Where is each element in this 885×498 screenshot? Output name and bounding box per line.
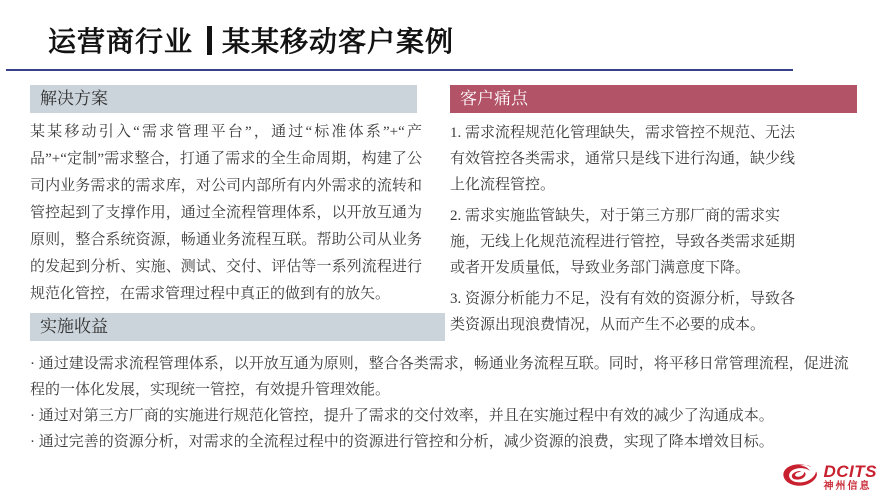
dcits-logo-text: [824, 463, 878, 492]
title-divider-bar: [207, 26, 212, 55]
dcits-logo: [780, 462, 878, 492]
page-title-right: 某某移动客户案例: [222, 25, 455, 58]
benefits-list: [30, 351, 863, 455]
pain-points-section-header: 客户痛点: [450, 85, 857, 113]
pain-point-item: 2. 需求实施监管缺失，对于第三方那厂商的需求实施，无线上化规范流程进行管控，导致各类需求延期或者开发质量低，导致业务部门满意度下降。: [450, 208, 796, 276]
page-title-left: 运营商行业: [48, 25, 194, 58]
benefit-item: · 通过对第三方厂商的实施进行规范化管控，提升了需求的交付效率，并且在实施过程中有效的减少了沟通成本。: [30, 408, 774, 424]
pain-point-item: 1. 需求流程规范化管理缺失，需求管控不规范、无法有效管控各类需求，通常只是线下进行沟通，缺少线上化流程管控。: [450, 125, 796, 193]
dcits-logo-subtitle: 神州信息: [823, 480, 872, 492]
title-underline: [6, 69, 793, 71]
dcits-logo-name: DCITS: [823, 461, 877, 481]
dcits-swoosh-icon: [780, 462, 820, 492]
pain-points-list: [450, 120, 808, 343]
solution-body-text: 某某移动引入“需求管理平台”，通过“标准体系”+“产品”+“定制”需求整合，打通了需求的全生命周期，构建了公司内业务需求的需求库，对公司内部所有内外需求的流转和管控起到了支撑作用，通过全流程管理体系，以开放互通为原则，整合系统资源，畅通业务流程互联。帮助公司从业务的发起到分析、实施、测试、交付、评估等一系列流程进行规范化管控，在需求管理过程中真正的做到有的放矢。: [30, 124, 422, 302]
benefit-item: · 通过建设需求流程管理体系，以开放互通为原则，整合各类需求，畅通业务流程互联。同时，将平移日常管理流程，促进流程的一体化发展，实现统一管控，有效提升管理效能。: [30, 356, 849, 398]
pain-point-item: 3. 资源分析能力不足，没有有效的资源分析，导致各类资源出现浪费情况，从而产生不必要的成本。: [450, 291, 796, 333]
benefit-item: · 通过完善的资源分析，对需求的全流程过程中的资源进行管控和分析，减少资源的浪费，实现了降本增效目标。: [30, 434, 774, 450]
page-title: [48, 20, 454, 60]
benefits-section-header: 实施收益: [30, 313, 445, 341]
solution-section-header: 解决方案: [30, 85, 417, 113]
